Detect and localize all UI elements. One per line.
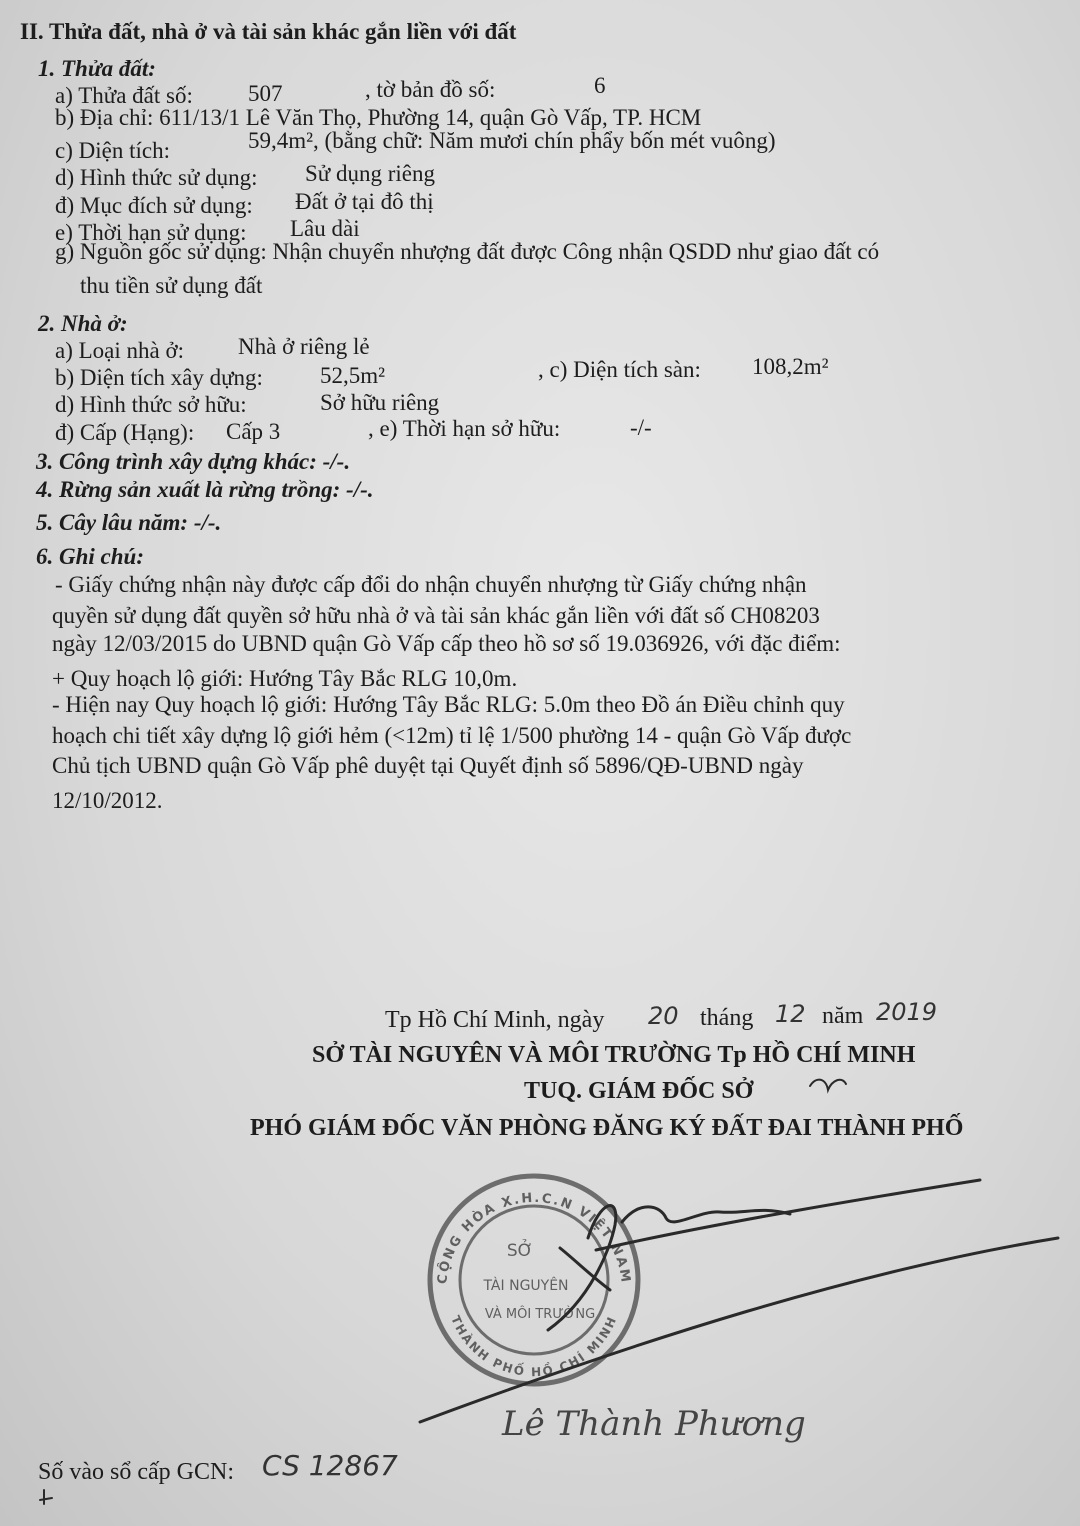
map-label: , tờ bản đồ số: [365,77,496,102]
proxy-title: TUQ. GIÁM ĐỐC SỞ [524,1078,754,1104]
floor-area: 108,2m² [752,354,829,379]
note-line: hoạch chi tiết xây dựng lộ giới hẻm (<12m) tỉ lệ 1/500 phường 14 - quận Gò Vấp được [52,723,852,748]
stamp-inner-1: SỞ [506,1241,534,1261]
own-term-label: , e) Thời hạn sở hữu: [368,416,561,441]
note-line: - Giấy chứng nhận này được cấp đổi do nhận chuyển nhượng từ Giấy chứng nhận [55,572,807,597]
house-heading: 2. Nhà ở: [38,311,128,336]
notes-heading: 6. Ghi chú: [36,544,144,569]
register-label: Số vào sổ cấp GCN: [38,1459,234,1485]
signing-year-label: năm [822,1003,864,1029]
note-line: Chủ tịch UBND quận Gò Vấp phê duyệt tại Quyết định số 5896/QĐ-UBND ngày [52,753,804,778]
note-line: + Quy hoạch lộ giới: Hướng Tây Bắc RLG 10,0m. [52,666,518,691]
area-value: 59,4m², (bằng chữ: Năm mươi chín phẩy bốn mét vuông) [248,128,776,153]
signing-place: Tp Hồ Chí Minh, ngày [385,1007,605,1033]
origin-line-1: g) Nguồn gốc sử dụng: Nhận chuyển nhượng đất được Công nhận QSDD như giao đất có [55,239,880,264]
purpose-label: đ) Mục đích sử dụng: [55,193,253,218]
signing-day: 20 [648,1002,679,1030]
stamp-outer-text: CỘNG HÒA X.H.C.N VIỆT NAM [435,1190,634,1285]
ownership: Sở hữu riêng [320,390,440,415]
other-works: 3. Công trình xây dựng khác: -/-. [36,449,351,474]
note-line: 12/10/2012. [52,788,163,813]
grade: Cấp 3 [226,419,281,444]
house-type-label: a) Loại nhà ở: [55,338,185,363]
term-label: e) Thời hạn sử dụng: [55,220,247,245]
note-line: ngày 12/03/2015 do UBND quận Gò Vấp cấp theo hồ sơ số 19.036926, với đặc điểm: [52,631,841,656]
note-line: quyền sử dụng đất quyền sở hữu nhà ở và tài sản khác gắn liền với đất số CH08203 [52,603,820,628]
perennial-trees: 5. Cây lâu năm: -/-. [36,510,222,535]
signing-month: 12 [775,1000,806,1028]
build-area-label: b) Diện tích xây dựng: [55,365,263,390]
origin-line-2: thu tiền sử dụng đất [80,273,263,298]
floor-area-label: , c) Diện tích sàn: [538,357,701,382]
land-heading: 1. Thửa đất: [38,56,156,81]
house-type: Nhà ở riêng lẻ [238,334,370,359]
stamp-inner-2: TÀI NGUYÊN [483,1278,569,1294]
section-title: II. Thửa đất, nhà ở và tài sản khác gắn liền với đất [20,19,517,44]
map-number: 6 [594,73,606,98]
area-label: c) Diện tích: [55,138,170,163]
parcel-number: 507 [248,81,283,106]
use-form-label: d) Hình thức sử dụng: [55,165,258,190]
grade-label: đ) Cấp (Hạng): [55,420,195,445]
use-form: Sử dụng riêng [305,161,436,186]
signing-month-label: tháng [700,1005,754,1031]
purpose: Đất ở tại đô thị [295,189,434,214]
land-address: b) Địa chỉ: 611/13/1 Lê Văn Thọ, Phường 14, quận Gò Vấp, TP. HCM [55,105,702,130]
ownership-label: d) Hình thức sở hữu: [55,392,247,417]
signer-name: Lê Thành Phương [502,1404,806,1444]
stamp-inner-3: VÀ MÔI TRƯỜNG [484,1307,596,1322]
parcel-label: a) Thửa đất số: [55,83,193,108]
own-term: -/- [630,415,652,440]
department-name: SỞ TÀI NGUYÊN VÀ MÔI TRƯỜNG Tp HỒ CHÍ MINH [312,1042,916,1068]
build-area: 52,5m² [320,363,386,388]
stamp-bottom-text: THÀNH PHỐ HỒ CHÍ MINH [448,1313,620,1380]
production-forest: 4. Rừng sản xuất là rừng trồng: -/-. [36,477,374,502]
note-line: - Hiện nay Quy hoạch lộ giới: Hướng Tây Bắc RLG: 5.0m theo Đồ án Điều chỉnh quy [52,692,845,717]
position-title: PHÓ GIÁM ĐỐC VĂN PHÒNG ĐĂNG KÝ ĐẤT ĐAI THÀNH PHỐ [250,1115,964,1141]
term: Lâu dài [290,216,360,241]
signing-year: 2019 [876,998,938,1026]
register-value: CS 12867 [262,1449,398,1482]
